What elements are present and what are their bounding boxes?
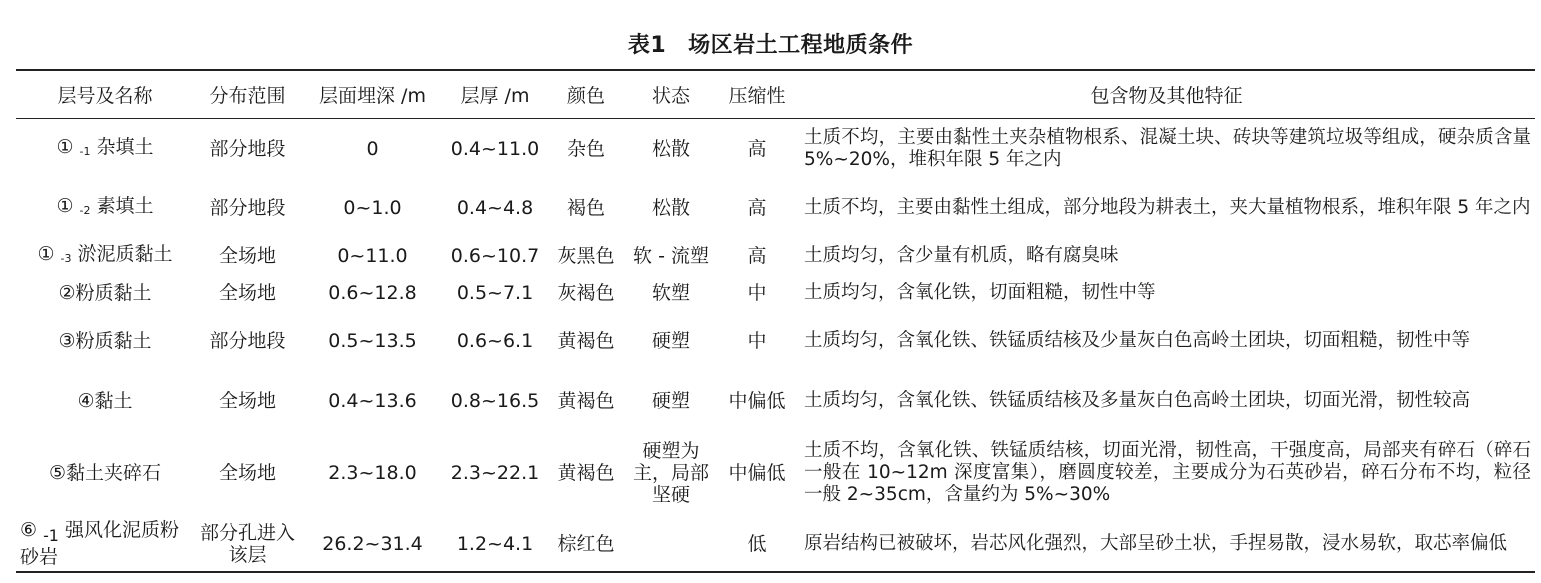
header-range: 分布范围	[194, 70, 301, 118]
thickness-cell: 2.3~22.1	[450, 462, 540, 484]
color-cell: 灰黑色	[557, 245, 615, 267]
thickness-cell: 0.8~16.5	[450, 390, 540, 412]
table-row	[16, 118, 1535, 180]
geology-table	[16, 69, 1535, 573]
color-cell: 黄褐色	[557, 462, 615, 484]
range-cell: 全场地	[218, 462, 276, 484]
state-cell: 松散	[651, 197, 690, 219]
state-cell: 硬塑	[651, 330, 690, 352]
table-row	[16, 180, 1535, 236]
color-cell: 黄褐色	[557, 390, 615, 412]
layer-mark: ①	[37, 242, 55, 265]
compressibility-cell: 中偏低	[728, 390, 786, 412]
state-cell: 硬塑为主，局部坚硬	[632, 440, 709, 506]
layer-sub: -2	[79, 203, 91, 217]
layer-name: 强风化泥质粉砂岩	[20, 518, 179, 569]
layer-name: 粉质黏土	[75, 330, 152, 352]
compressibility-cell: 低	[716, 516, 798, 572]
layer-name: 淤泥质黏土	[77, 242, 173, 265]
depth-cell: 26.2~31.4	[301, 516, 444, 572]
layer-mark: ①	[56, 194, 74, 217]
color-cell: 棕红色	[546, 516, 626, 572]
description-cell: 土质不均，含氧化铁、铁锰质结核，切面光滑，韧性高，干强度高，局部夹有碎石（碎石一般在 10~12m 深度富集），磨圆度较差，主要成分为石英砂岩，碎石分布不均，粒径一般 2~35cm，含量约为 5%~30%	[804, 440, 1531, 505]
color-cell: 褐色	[566, 197, 605, 219]
layer-sub: -1	[79, 144, 91, 158]
layer-mark: ①	[56, 135, 74, 158]
compressibility-cell: 中偏低	[728, 462, 786, 484]
depth-cell: 2.3~18.0	[328, 462, 417, 484]
layer-name: 素填土	[96, 194, 154, 217]
color-cell: 灰褐色	[557, 282, 615, 304]
layer-mark: ⑥	[20, 518, 38, 541]
table-title: 场区岩土工程地质条件	[688, 33, 914, 58]
range-cell: 部分地段	[209, 138, 286, 161]
thickness-cell: 1.2~4.1	[444, 516, 546, 572]
thickness-cell: 0.6~10.7	[450, 245, 540, 267]
description-cell: 土质均匀，含少量有机质，略有腐臭味	[804, 245, 1119, 266]
description-cell: 土质均匀，含氧化铁、铁锰质结核及少量灰白色高岭土团块，切面粗糙，韧性中等	[804, 330, 1471, 351]
layer-cell	[16, 516, 194, 572]
table-row	[16, 276, 1535, 310]
depth-cell: 0~1.0	[343, 197, 402, 219]
table-row	[16, 516, 1535, 572]
range-cell: 部分地段	[209, 330, 286, 352]
layer-cell	[16, 180, 194, 236]
header-thickness: 层厚 /m	[444, 70, 546, 118]
range-cell: 部分地段	[209, 197, 286, 219]
state-cell: 软塑	[651, 282, 690, 304]
color-cell: 黄褐色	[557, 330, 615, 352]
table-caption	[0, 28, 1541, 59]
thickness-cell: 0.4~11.0	[450, 138, 540, 161]
layer-mark: ④	[77, 390, 95, 412]
compressibility-cell: 中	[747, 282, 767, 304]
state-cell: 松散	[651, 138, 690, 161]
header-layer: 层号及名称	[16, 70, 194, 118]
header-compressibility: 压缩性	[716, 70, 798, 118]
layer-cell	[16, 430, 194, 516]
range-cell: 全场地	[218, 282, 276, 304]
thickness-cell: 0.4~4.8	[456, 197, 534, 219]
table-row	[16, 372, 1535, 430]
table-row	[16, 430, 1535, 516]
compressibility-cell: 高	[747, 245, 767, 267]
description-cell: 土质均匀，含氧化铁，切面粗糙，韧性中等	[804, 282, 1156, 303]
state-cell: 硬塑	[651, 390, 690, 412]
layer-name: 杂填土	[96, 135, 154, 158]
layer-cell	[16, 276, 194, 310]
range-cell: 部分孔进入该层	[194, 516, 301, 572]
layer-sub: -1	[43, 525, 59, 545]
description-cell: 土质不均，主要由黏性土组成，部分地段为耕表土，夹大量植物根系，堆积年限 5 年之内	[804, 197, 1531, 218]
layer-mark: ⑤	[48, 462, 67, 484]
layer-mark: ③	[58, 330, 76, 352]
layer-cell	[16, 118, 194, 180]
depth-cell: 0~11.0	[337, 245, 408, 267]
header-description: 包含物及其他特征	[798, 70, 1535, 118]
compressibility-cell: 中	[747, 330, 767, 352]
color-cell: 杂色	[566, 138, 605, 161]
depth-cell: 0.4~13.6	[328, 390, 417, 412]
depth-cell: 0.6~12.8	[328, 282, 417, 304]
depth-cell: 0.5~13.5	[328, 330, 417, 352]
state-cell: 软 - 流塑	[633, 245, 709, 267]
description-cell: 土质不均，主要由黏性土夹杂植物根系、混凝土块、砖块等建筑垃圾等组成，硬杂质含量 5%~20%，堆积年限 5 年之内	[804, 127, 1531, 171]
layer-name: 粉质黏土	[75, 282, 152, 304]
table-number: 表1	[627, 33, 667, 58]
thickness-cell: 0.5~7.1	[456, 282, 534, 304]
header-state: 状态	[626, 70, 716, 118]
range-cell: 全场地	[218, 245, 276, 267]
header-color: 颜色	[546, 70, 626, 118]
compressibility-cell: 高	[747, 138, 767, 161]
description-cell: 土质均匀，含氧化铁、铁锰质结核及多量灰白色高岭土团块，切面光滑，韧性较高	[804, 390, 1471, 411]
layer-name: 黏土夹碎石	[66, 462, 162, 484]
layer-sub: -3	[60, 251, 72, 265]
header-row	[16, 70, 1535, 118]
layer-name: 黏土	[94, 390, 133, 412]
table-row	[16, 310, 1535, 372]
depth-cell: 0	[366, 138, 379, 161]
description-cell: 原岩结构已被破坏，岩芯风化强烈，大部呈砂土状，手捏易散，浸水易软，取芯率偏低	[798, 516, 1535, 572]
compressibility-cell: 高	[747, 197, 767, 219]
table-row	[16, 236, 1535, 276]
thickness-cell: 0.6~6.1	[456, 330, 534, 352]
state-cell	[626, 516, 716, 572]
header-depth: 层面埋深 /m	[301, 70, 444, 118]
layer-mark: ②	[58, 282, 76, 304]
range-cell: 全场地	[218, 390, 276, 412]
layer-cell	[16, 372, 194, 430]
layer-cell	[16, 310, 194, 372]
layer-cell	[16, 236, 194, 276]
